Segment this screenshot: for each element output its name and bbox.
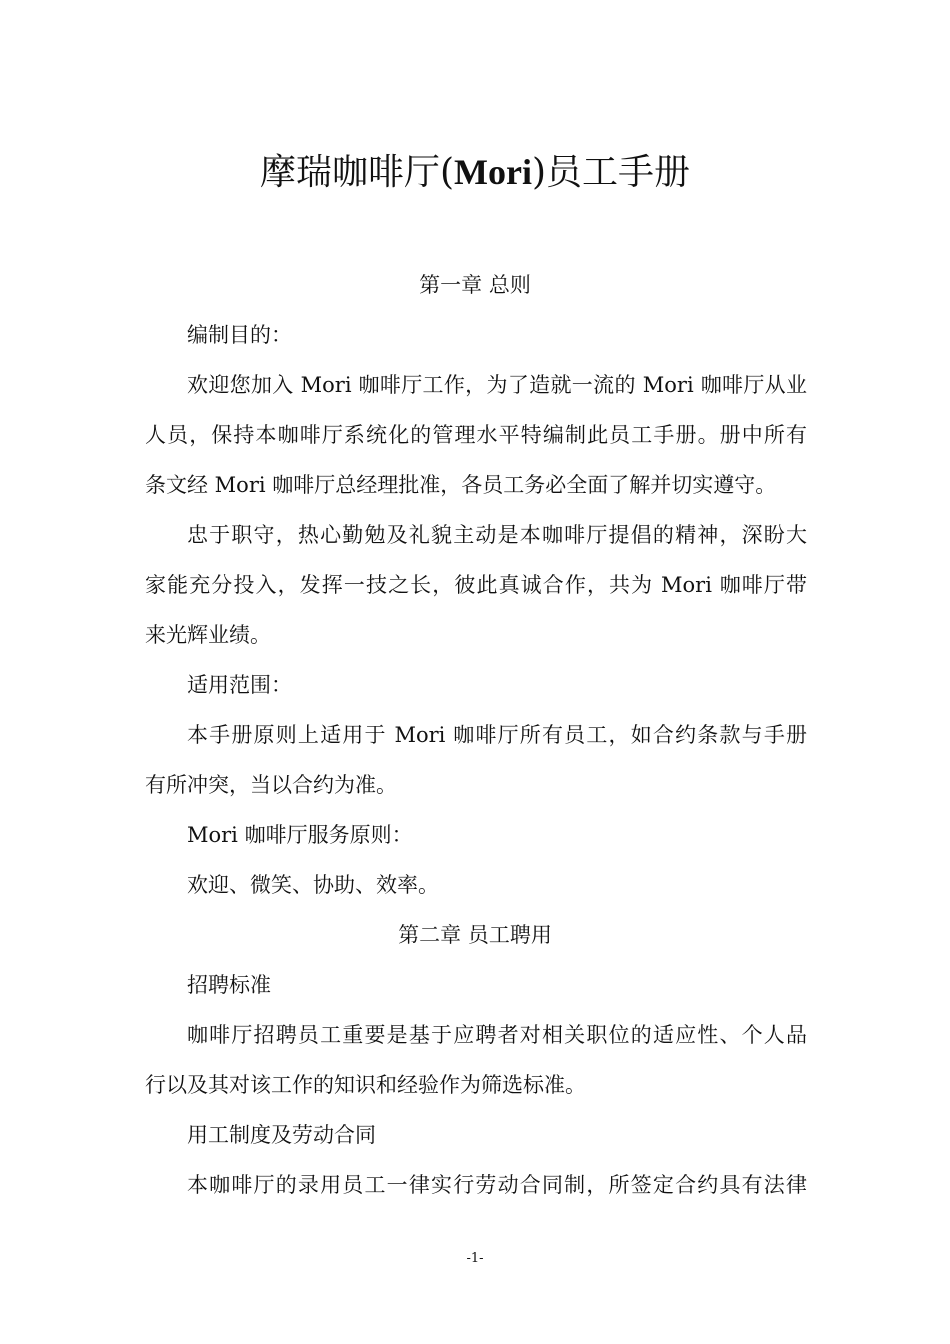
paragraph-line: 咖啡厅招聘员工重要是基于应聘者对相关职位的适应性、个人品	[187, 1023, 807, 1047]
title-brand: Mori	[454, 152, 532, 192]
scope-heading: 适用范围：	[187, 673, 292, 697]
purpose-heading: 编制目的：	[187, 323, 292, 347]
paragraph-line: 欢迎您加入 Mori 咖啡厅工作，为了造就一流的 Mori 咖啡厅从业	[187, 373, 807, 397]
paragraph-line: 人员，保持本咖啡厅系统化的管理水平特编制此员工手册。册中所有	[145, 423, 807, 447]
paragraph-line: 本手册原则上适用于 Mori 咖啡厅所有员工，如合约条款与手册	[187, 723, 807, 747]
paragraph-line: 行以及其对该工作的知识和经验作为筛选标准。	[145, 1073, 586, 1097]
paragraph-line: 家能充分投入，发挥一技之长，彼此真诚合作，共为 Mori 咖啡厅带	[145, 573, 807, 597]
chapter-2-heading: 第二章 员工聘用	[398, 923, 552, 947]
page-number: -1-	[466, 1251, 484, 1266]
service-principles: 欢迎、微笑、协助、效率。	[187, 873, 439, 897]
service-heading: Mori 咖啡厅服务原则：	[187, 823, 413, 847]
document-title	[0, 148, 950, 197]
contract-heading: 用工制度及劳动合同	[187, 1123, 376, 1147]
paragraph-line: 条文经 Mori 咖啡厅总经理批准，各员工务必全面了解并切实遵守。	[145, 473, 777, 497]
paragraph-line: 有所冲突，当以合约为准。	[145, 773, 397, 797]
paragraph-line: 忠于职守，热心勤勉及礼貌主动是本咖啡厅提倡的精神，深盼大	[187, 523, 807, 547]
chapter-1-heading: 第一章 总则	[419, 273, 531, 297]
paragraph-line: 来光辉业绩。	[145, 623, 271, 647]
title-suffix: )员工手册	[531, 152, 691, 193]
recruit-heading: 招聘标准	[187, 973, 271, 997]
title-prefix: 摩瑞咖啡厅(	[259, 152, 455, 193]
paragraph-line: 本咖啡厅的录用员工一律实行劳动合同制，所签定合约具有法律	[187, 1173, 807, 1197]
